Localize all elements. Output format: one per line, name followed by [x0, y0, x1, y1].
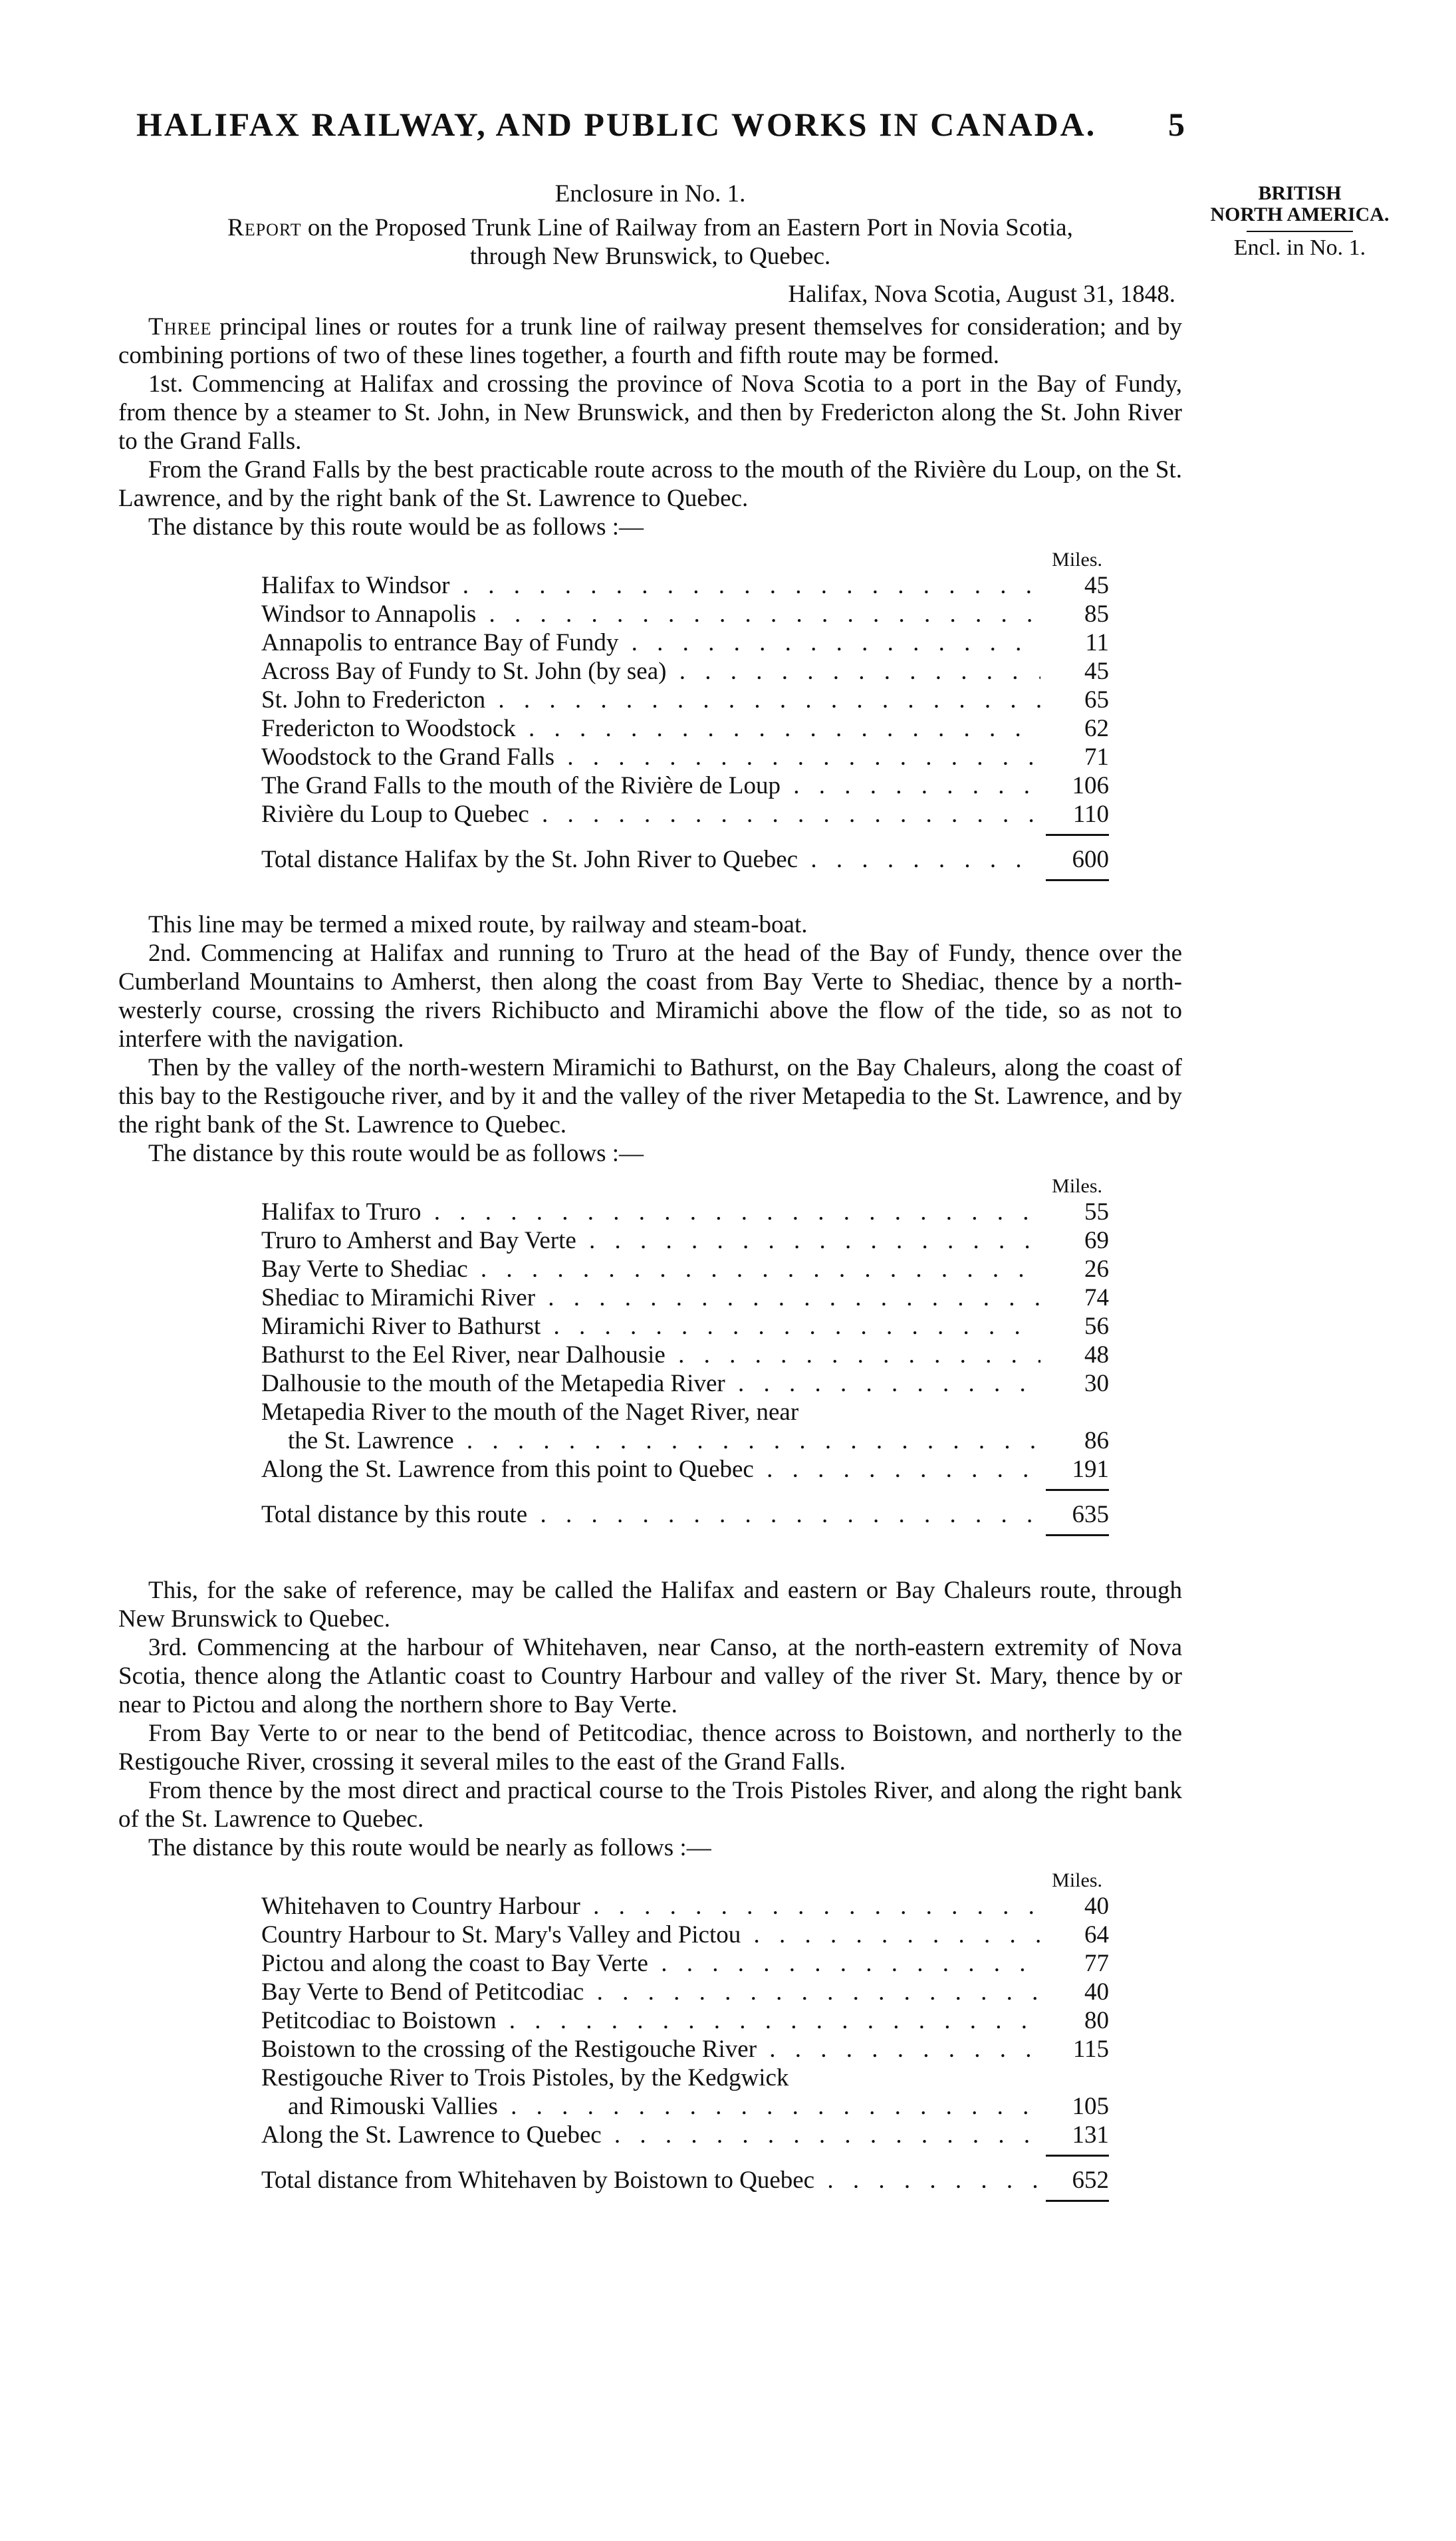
route3-miles: 40 — [1084, 1978, 1109, 2006]
route3-place: Bay Verte to Bend of Petitcodiac . . . — [261, 1978, 1040, 2006]
route1-place: The Grand Falls to the mouth of the Rivière de Loup . . . — [261, 771, 1040, 800]
route3-place: Whitehaven to Country Harbour . . . — [261, 1892, 1040, 1921]
table-row — [261, 1949, 1109, 1978]
sum-rule — [1046, 2155, 1109, 2157]
route1-miles: 71 — [1084, 743, 1109, 771]
table-row — [261, 2064, 1109, 2092]
route2-total-row — [261, 1500, 1109, 1529]
table-row — [261, 714, 1109, 743]
sum-rule — [1046, 1489, 1109, 1491]
route1-place: Woodstock to the Grand Falls . . . — [261, 743, 1040, 771]
table-row — [261, 657, 1109, 686]
paragraph-13: The distance by this route would be nearly as follows :— — [148, 1834, 711, 1861]
margin-note-line2: NORTH AMERICA. — [1210, 203, 1390, 225]
paragraph-10: 3rd. Commencing at the harbour of Whitehaven, near Canso, at the north-eastern extremity of Nova Scotia, thence along the Atlantic coast to Country Harbour and valley of the river St. Mary, thence by or near to Pictou and along the northern shore to Bay Verte. — [118, 1634, 1182, 1718]
table-row — [261, 2006, 1109, 2035]
paragraph-11: From Bay Verte to or near to the bend of Petitcodiac, thence across to Boistown, and northerly to the Restigouche River, crossing it several miles to the east of the Grand Falls. — [118, 1720, 1182, 1776]
route3-unit-header: Miles. — [1052, 1869, 1102, 1891]
route1-miles: 11 — [1085, 629, 1109, 656]
paragraph-5: This line may be termed a mixed route, by railway and steam-boat. — [148, 911, 808, 938]
route1-total-row — [261, 845, 1109, 874]
margin-note-line1: BRITISH — [1258, 182, 1342, 204]
route2-miles: 86 — [1084, 1427, 1109, 1454]
report-title-line2: through New Brunswick, to Quebec. — [469, 243, 831, 270]
route2-miles: 48 — [1084, 1341, 1109, 1369]
table-row — [261, 686, 1109, 714]
margin-note-rule — [1247, 231, 1353, 232]
table-row — [261, 1283, 1109, 1312]
table-row — [261, 1978, 1109, 2006]
route3-total-value: 652 — [1072, 2167, 1109, 2194]
route1-place: Fredericton to Woodstock . . . — [261, 714, 1040, 743]
table-row — [261, 600, 1109, 628]
route2-miles: 55 — [1084, 1198, 1109, 1226]
route1-table — [261, 545, 1109, 881]
enclosure-heading: Enclosure in No. 1. — [554, 180, 746, 207]
table-row — [261, 1921, 1109, 1949]
route1-miles: 106 — [1072, 772, 1109, 799]
report-title-line1: on the Proposed Trunk Line of Railway from an Eastern Port in Novia Scotia, — [307, 214, 1073, 241]
dateline: Halifax, Nova Scotia, August 31, 1848. — [788, 281, 1175, 308]
page-number: 5 — [1168, 106, 1187, 143]
route1-total-value: 600 — [1072, 846, 1109, 873]
table-row — [261, 1426, 1109, 1455]
running-header — [136, 105, 1187, 144]
route2-miles: 30 — [1084, 1370, 1109, 1397]
route1-place: Across Bay of Fundy to St. John (by sea) . . . — [261, 657, 1040, 686]
route2-total-value: 635 — [1072, 1501, 1109, 1528]
table-row — [261, 1198, 1109, 1226]
route3-place: Restigouche River to Trois Pistoles, by the Kedgwick — [261, 2064, 789, 2091]
route1-miles: 110 — [1072, 801, 1109, 828]
route1-miles: 62 — [1084, 715, 1109, 742]
table-row — [261, 771, 1109, 800]
route2-place: Dalhousie to the mouth of the Metapedia River . . . — [261, 1369, 1040, 1398]
route3-miles: 115 — [1072, 2036, 1109, 2063]
paragraph-12: From thence by the most direct and practical course to the Trois Pistoles River, and along the right bank of the St. Lawrence to Quebec. — [118, 1777, 1182, 1833]
paragraph-3: From the Grand Falls by the best practicable route across to the mouth of the Rivière du Loup, on the St. Lawrence, and by the right bank of the St. Lawrence to Quebec. — [118, 456, 1182, 512]
route3-miles: 80 — [1084, 2007, 1109, 2034]
paragraph-7: Then by the valley of the north-western Miramichi to Bathurst, on the Bay Chaleurs, along the coast of this bay to the Restigouche river, and by it and the valley of the river Metapedia to the St. Lawrence, and by the right bank of the St. Lawrence to Quebec. — [118, 1054, 1182, 1138]
header-title: HALIFAX RAILWAY, AND PUBLIC WORKS IN CANADA. — [136, 106, 1097, 143]
table-row — [261, 743, 1109, 771]
route1-miles: 45 — [1084, 658, 1109, 685]
table-row — [261, 628, 1109, 657]
sum-rule — [1046, 834, 1109, 836]
table-row — [261, 1398, 1109, 1426]
route2-place: Along the St. Lawrence from this point to Quebec . . . — [261, 1455, 1040, 1484]
paragraph-1-lead: Three — [148, 313, 212, 340]
table-row — [261, 2035, 1109, 2064]
total-rule — [1046, 2200, 1109, 2202]
route2-miles: 56 — [1084, 1313, 1109, 1340]
route2-place: Bay Verte to Shediac . . . — [261, 1255, 1040, 1283]
paragraph-9: This, for the sake of reference, may be called the Halifax and eastern or Bay Chaleurs route, through New Brunswick to Quebec. — [118, 1577, 1182, 1633]
table-row — [261, 1255, 1109, 1283]
route2-place: Shediac to Miramichi River . . . — [261, 1283, 1040, 1312]
route1-place: Halifax to Windsor . . . — [261, 571, 1040, 600]
route3-miles: 131 — [1072, 2121, 1109, 2149]
report-title-lead: Report — [227, 214, 302, 241]
route2-miles: 74 — [1084, 1284, 1109, 1311]
route3-place: Pictou and along the coast to Bay Verte . . . — [261, 1949, 1040, 1978]
table-row — [261, 1312, 1109, 1341]
route3-miles: 64 — [1084, 1921, 1109, 1948]
report-title — [118, 213, 1182, 271]
table-row — [261, 1892, 1109, 1921]
route1-place: Rivière du Loup to Quebec . . . — [261, 800, 1040, 829]
route1-place: Annapolis to entrance Bay of Fundy . . . — [261, 628, 1040, 657]
paragraph-8: The distance by this route would be as follows :— — [148, 1140, 644, 1167]
route3-place: and Rimouski Vallies . . . — [261, 2092, 1040, 2121]
route2-place: Bathurst to the Eel River, near Dalhousie . . . — [261, 1341, 1040, 1369]
table-row — [261, 1455, 1109, 1484]
route1-unit-header: Miles. — [1052, 549, 1102, 571]
route3-total-label: Total distance from Whitehaven by Boistown to Quebec . . . — [261, 2166, 1040, 2195]
route1-miles: 85 — [1084, 601, 1109, 628]
table-row — [261, 1226, 1109, 1255]
margin-note-encl: Encl. in No. 1. — [1233, 235, 1366, 260]
route2-miles: 191 — [1072, 1456, 1109, 1483]
route3-table — [261, 1866, 1109, 2202]
route3-miles: 40 — [1084, 1893, 1109, 1920]
route1-place: Windsor to Annapolis . . . — [261, 600, 1040, 628]
route2-place: Miramichi River to Bathurst . . . — [261, 1312, 1040, 1341]
route1-miles: 65 — [1084, 686, 1109, 714]
route2-total-label: Total distance by this route . . . — [261, 1500, 1040, 1529]
route2-place: the St. Lawrence . . . — [261, 1426, 1040, 1455]
table-row — [261, 1341, 1109, 1369]
route2-unit-header: Miles. — [1052, 1175, 1102, 1197]
paragraph-1 — [118, 313, 1182, 370]
route2-place: Halifax to Truro . . . — [261, 1198, 1040, 1226]
route1-total-label: Total distance Halifax by the St. John River to Quebec . . . — [261, 845, 1040, 874]
route3-place: Petitcodiac to Boistown . . . — [261, 2006, 1040, 2035]
table-row — [261, 1369, 1109, 1398]
table-row — [261, 2121, 1109, 2149]
table-row — [261, 571, 1109, 600]
route3-total-row — [261, 2166, 1109, 2195]
paragraph-4: The distance by this route would be as follows :— — [148, 513, 644, 541]
paragraph-1-text: principal lines or routes for a trunk line of railway present themselves for consideration; and by combining portions of two of these lines together, a fourth and fifth route may be formed. — [118, 313, 1183, 369]
body-column — [118, 180, 1182, 2202]
table-row — [261, 800, 1109, 829]
paragraph-6: 2nd. Commencing at Halifax and running to Truro at the head of the Bay of Fundy, thence over the Cumberland Mountains to Amherst, then along the coast from Bay Verte to Shediac, thence by a north-westerly course, crossing the rivers Richibucto and Miramichi above the flow of the tide, so as not to interfere with the navigation. — [118, 940, 1182, 1053]
route1-miles: 45 — [1084, 572, 1109, 599]
margin-note — [1197, 183, 1403, 259]
route2-place: Metapedia River to the mouth of the Naget River, near — [261, 1399, 799, 1426]
route2-miles: 26 — [1084, 1256, 1109, 1283]
route1-rows — [261, 571, 1109, 829]
route2-table — [261, 1172, 1109, 1536]
route1-place: St. John to Fredericton . . . — [261, 686, 1040, 714]
route3-miles: 105 — [1072, 2093, 1109, 2120]
route2-miles: 69 — [1084, 1227, 1109, 1254]
table-row — [261, 2092, 1109, 2121]
route2-place: Truro to Amherst and Bay Verte . . . — [261, 1226, 1040, 1255]
route3-place: Country Harbour to St. Mary's Valley and Pictou . . . — [261, 1921, 1040, 1949]
route3-place: Along the St. Lawrence to Quebec . . . — [261, 2121, 1040, 2149]
paragraph-2: 1st. Commencing at Halifax and crossing the province of Nova Scotia to a port in the Bay of Fundy, from thence by a steamer to St. John, in New Brunswick, and then by Fredericton along the St. John River to the Grand Falls. — [118, 370, 1182, 455]
route3-place: Boistown to the crossing of the Restigouche River . . . — [261, 2035, 1040, 2064]
route3-miles: 77 — [1084, 1950, 1109, 1977]
